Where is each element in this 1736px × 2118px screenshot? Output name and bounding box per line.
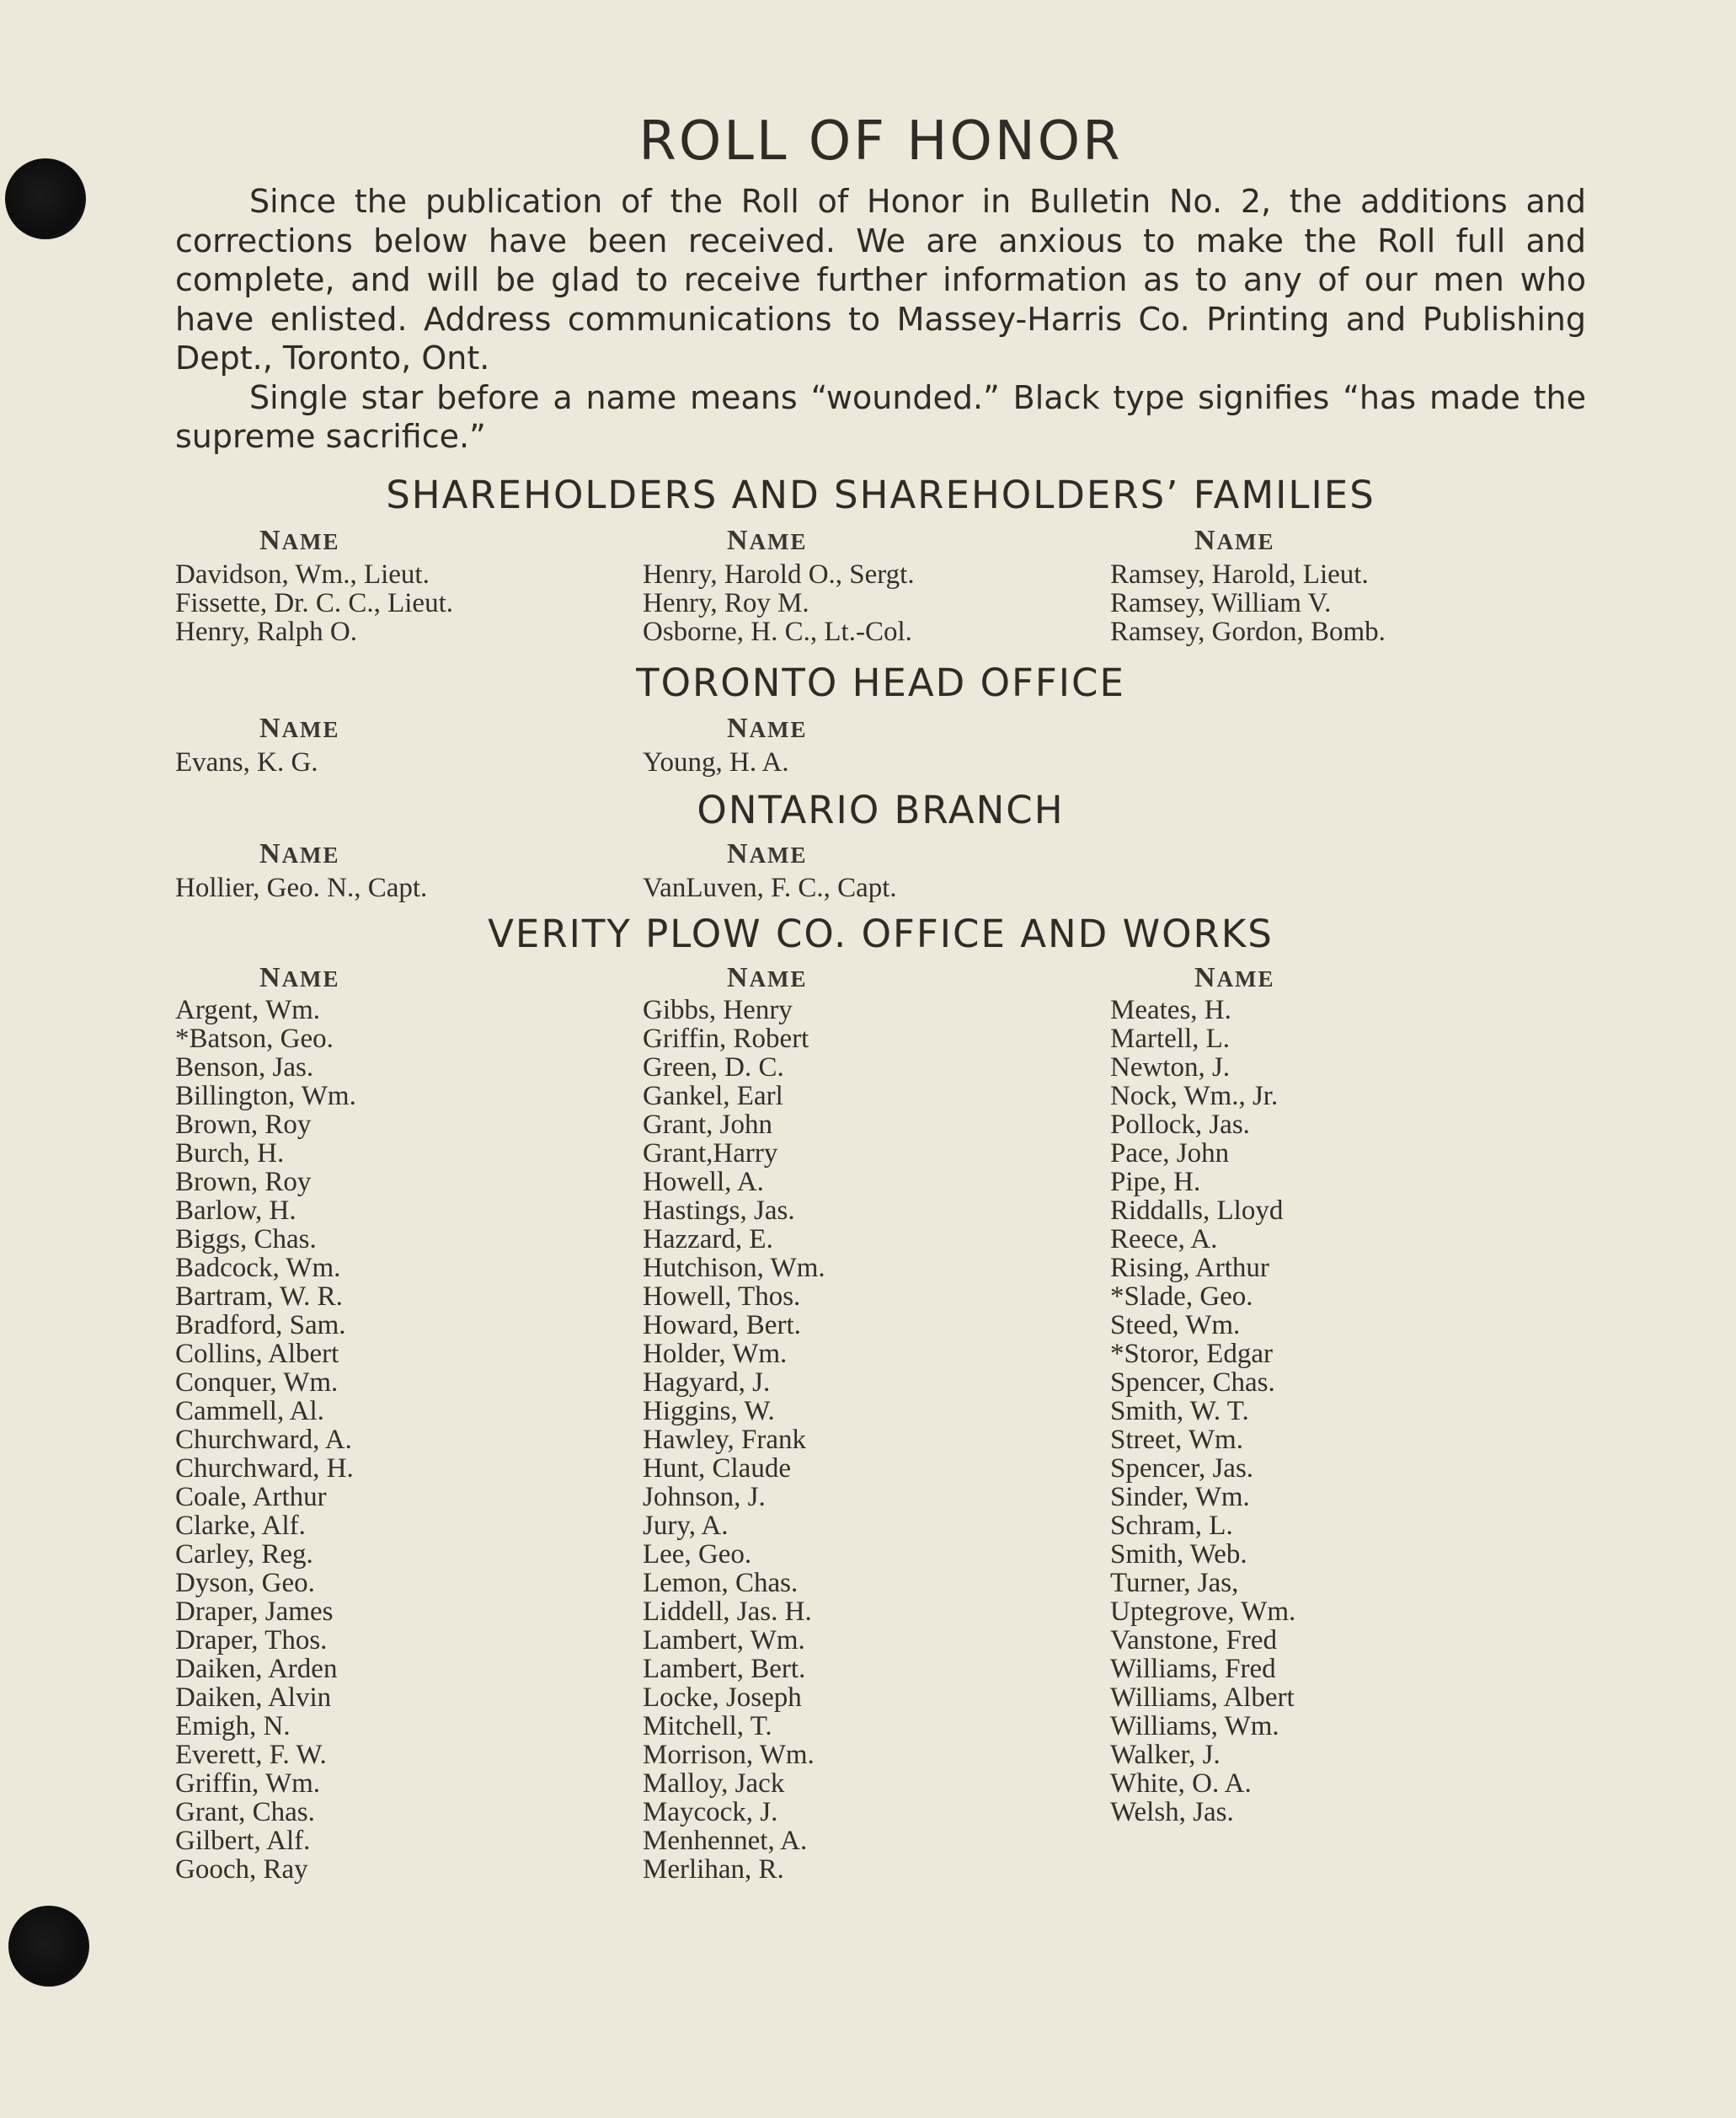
honor-name: Street, Wm. [1110,1424,1243,1455]
honor-name: Henry, Roy M. [643,587,809,618]
honor-name: Gankel, Earl [643,1080,783,1111]
honor-name: *Batson, Geo. [175,1023,334,1054]
page-content [175,101,1586,1884]
honor-name: Hazzard, E. [643,1223,773,1254]
honor-name: White, O. A. [1110,1768,1252,1799]
column-header [643,524,1110,559]
section-heading: ONTARIO BRANCH [697,787,1065,832]
name-column [1110,522,1578,646]
honor-name: Howell, Thos. [643,1281,801,1312]
honor-name: Everett, F. W. [175,1739,327,1770]
honor-name: Dyson, Geo. [175,1567,315,1598]
honor-name: *Storor, Edgar [1110,1338,1273,1369]
name-columns [175,961,1586,1884]
sections-container [175,468,1586,1884]
honor-name: Grant,Harry [643,1137,778,1169]
honor-name: Ramsey, William V. [1110,587,1332,618]
column-header-rest: AME [281,842,340,868]
column-header [1110,524,1578,559]
honor-name: Conquer, Wm. [175,1367,339,1398]
honor-name: Howell, A. [643,1166,764,1197]
honor-name: Grant, Chas. [175,1796,315,1827]
roll-section [175,907,1586,1884]
honor-name: Grant, John [643,1109,772,1140]
name-column [643,836,1110,902]
honor-name: Cammell, Al. [175,1395,324,1426]
section-heading: SHAREHOLDERS AND SHAREHOLDERS’ FAMILIES [386,472,1375,517]
honor-name: Gibbs, Henry [643,994,793,1025]
column-header-rest: AME [749,842,808,868]
column-header-initial: N [1194,524,1217,556]
honor-name: Pollock, Jas. [1110,1109,1250,1140]
honor-name: Burch, H. [175,1137,285,1169]
honor-name: Griffin, Robert [643,1023,809,1054]
column-header-rest: AME [281,716,340,742]
honor-name: Billington, Wm. [175,1080,356,1111]
honor-name: Vanstone, Fred [1110,1624,1277,1655]
honor-name: Maycock, J. [643,1796,778,1827]
honor-name: VanLuven, F. C., Capt. [643,872,897,903]
honor-name: Newton, J. [1110,1051,1231,1083]
honor-name: Daiken, Alvin [175,1682,332,1713]
honor-name: Hollier, Geo. N., Capt. [175,872,428,903]
honor-name: Osborne, H. C., Lt.-Col. [643,616,912,647]
section-heading: TORONTO HEAD OFFICE [636,660,1125,705]
name-columns [175,522,1586,646]
column-header-initial: N [727,712,750,744]
honor-name: Lee, Geo. [643,1538,752,1570]
honor-name: Henry, Ralph O. [175,616,357,647]
honor-name: Higgins, W. [643,1395,775,1426]
honor-name: Jury, A. [643,1510,729,1541]
column-header-rest: AME [1216,528,1275,554]
name-column [175,522,643,646]
column-header [175,961,643,996]
column-header-initial: N [1194,961,1217,993]
column-header-rest: AME [281,965,340,992]
column-header-rest: AME [749,528,808,554]
honor-name: Holder, Wm. [643,1338,788,1369]
honor-name: Draper, James [175,1596,334,1627]
binder-hole-bottom [8,1906,89,1987]
honor-name: Steed, Wm. [1110,1309,1241,1340]
honor-name: Sinder, Wm. [1110,1481,1250,1512]
honor-name: Nock, Wm., Jr. [1110,1080,1279,1111]
roll-section [175,468,1586,646]
honor-name: Turner, Jas, [1110,1567,1239,1598]
honor-name: *Slade, Geo. [1110,1281,1253,1312]
honor-name: Emigh, N. [175,1710,291,1741]
honor-name: Davidson, Wm., Lieut. [175,559,430,590]
honor-name: Schram, L. [1110,1510,1233,1541]
honor-name: Coale, Arthur [175,1481,327,1512]
column-header-rest: AME [281,528,340,554]
section-heading: VERITY PLOW CO. OFFICE AND WORKS [488,911,1274,956]
roll-section [175,656,1586,777]
name-column [175,961,643,1884]
column-header [175,712,643,746]
intro-paragraph: Single star before a name means “wounded.” Black type signifies “has made the supreme sacrifice.” [175,378,1586,455]
honor-name: Carley, Reg. [175,1538,313,1570]
roll-section [175,785,1586,902]
honor-name: Reece, A. [1110,1223,1218,1254]
honor-name: Clarke, Alf. [175,1510,306,1541]
honor-name: Gilbert, Alf. [175,1825,311,1856]
honor-name: Henry, Harold O., Sergt. [643,559,915,590]
honor-name: Griffin, Wm. [175,1768,321,1799]
honor-name: Rising, Arthur [1110,1252,1269,1283]
honor-name: Howard, Bert. [643,1309,801,1340]
honor-name: Johnson, J. [643,1481,766,1512]
honor-name: Hutchison, Wm. [643,1252,825,1283]
honor-name: Malloy, Jack [643,1768,785,1799]
page-title: ROLL OF HONOR [638,110,1123,173]
honor-name: Hastings, Jas. [643,1195,795,1226]
honor-name: Daiken, Arden [175,1653,338,1684]
honor-name: Williams, Albert [1110,1682,1295,1713]
honor-name: Argent, Wm. [175,994,321,1025]
column-header [643,837,1110,872]
column-header [643,712,1110,746]
honor-name: Biggs, Chas. [175,1223,317,1254]
honor-name: Ramsey, Gordon, Bomb. [1110,616,1386,647]
honor-name: Hunt, Claude [643,1452,791,1484]
column-header-rest: AME [749,716,808,742]
name-columns [175,836,1586,902]
column-header-initial: N [727,524,750,556]
honor-name: Draper, Thos. [175,1624,328,1655]
honor-name: Fissette, Dr. C. C., Lieut. [175,587,453,618]
honor-name: Bartram, W. R. [175,1281,343,1312]
honor-name: Hawley, Frank [643,1424,806,1455]
intro-text [175,182,1586,457]
name-columns [175,710,1586,777]
honor-name: Smith, W. T. [1110,1395,1249,1426]
honor-name: Merlihan, R. [643,1853,784,1885]
column-header [643,961,1110,996]
name-column [643,522,1110,646]
honor-name: Gooch, Ray [175,1853,308,1885]
honor-name: Smith, Web. [1110,1538,1247,1570]
column-header-initial: N [259,961,282,993]
intro-paragraph: Since the publication of the Roll of Honor in Bulletin No. 2, the additions and corrections below have been received. We are anxious to make the Roll full and complete, and will be glad to receive further information as to any of our men who have enlisted. Address communications to Massey-Harris Co. Printing and Publishing Dept., Toronto, Ont. [175,183,1586,377]
honor-name: Lambert, Wm. [643,1624,805,1655]
honor-name: Green, D. C. [643,1051,784,1083]
honor-name: Churchward, A. [175,1424,352,1455]
honor-name: Collins, Albert [175,1338,339,1369]
binder-hole-top [5,158,86,239]
honor-name: Brown, Roy [175,1109,312,1140]
column-header [175,837,643,872]
honor-name: Benson, Jas. [175,1051,314,1083]
name-column [1110,961,1578,1884]
honor-name: Williams, Fred [1110,1653,1276,1684]
honor-name: Martell, L. [1110,1023,1231,1054]
column-header-rest: AME [1216,965,1275,992]
name-column [175,836,643,902]
column-header-rest: AME [749,965,808,992]
honor-name: Spencer, Jas. [1110,1452,1254,1484]
honor-name: Lemon, Chas. [643,1567,799,1598]
honor-name: Ramsey, Harold, Lieut. [1110,559,1369,590]
honor-name: Liddell, Jas. H. [643,1596,812,1627]
honor-name: Morrison, Wm. [643,1739,815,1770]
honor-name: Lambert, Bert. [643,1653,806,1684]
column-header-initial: N [727,961,750,993]
honor-name: Young, H. A. [643,746,789,778]
honor-name: Hagyard, J. [643,1367,771,1398]
column-header-initial: N [727,837,750,869]
honor-name: Uptegrove, Wm. [1110,1596,1296,1627]
honor-name: Mitchell, T. [643,1710,772,1741]
honor-name: Spencer, Chas. [1110,1367,1275,1398]
column-header-initial: N [259,837,282,869]
column-header [175,524,643,559]
name-column [643,710,1110,777]
column-header-initial: N [259,712,282,744]
honor-name: Badcock, Wm. [175,1252,341,1283]
honor-name: Meates, H. [1110,994,1231,1025]
honor-name: Riddalls, Lloyd [1110,1195,1284,1226]
honor-name: Brown, Roy [175,1166,312,1197]
column-header [1110,961,1578,996]
honor-name: Welsh, Jas. [1110,1796,1234,1827]
honor-name: Locke, Joseph [643,1682,802,1713]
honor-name: Menhennet, A. [643,1825,808,1856]
name-column [175,710,643,777]
honor-name: Churchward, H. [175,1452,354,1484]
honor-name: Evans, K. G. [175,746,318,778]
honor-name: Pace, John [1110,1137,1230,1169]
honor-name: Barlow, H. [175,1195,296,1226]
honor-name: Williams, Wm. [1110,1710,1279,1741]
name-column [643,961,1110,1884]
honor-name: Walker, J. [1110,1739,1221,1770]
honor-name: Bradford, Sam. [175,1309,346,1340]
honor-name: Pipe, H. [1110,1166,1201,1197]
column-header-initial: N [259,524,282,556]
